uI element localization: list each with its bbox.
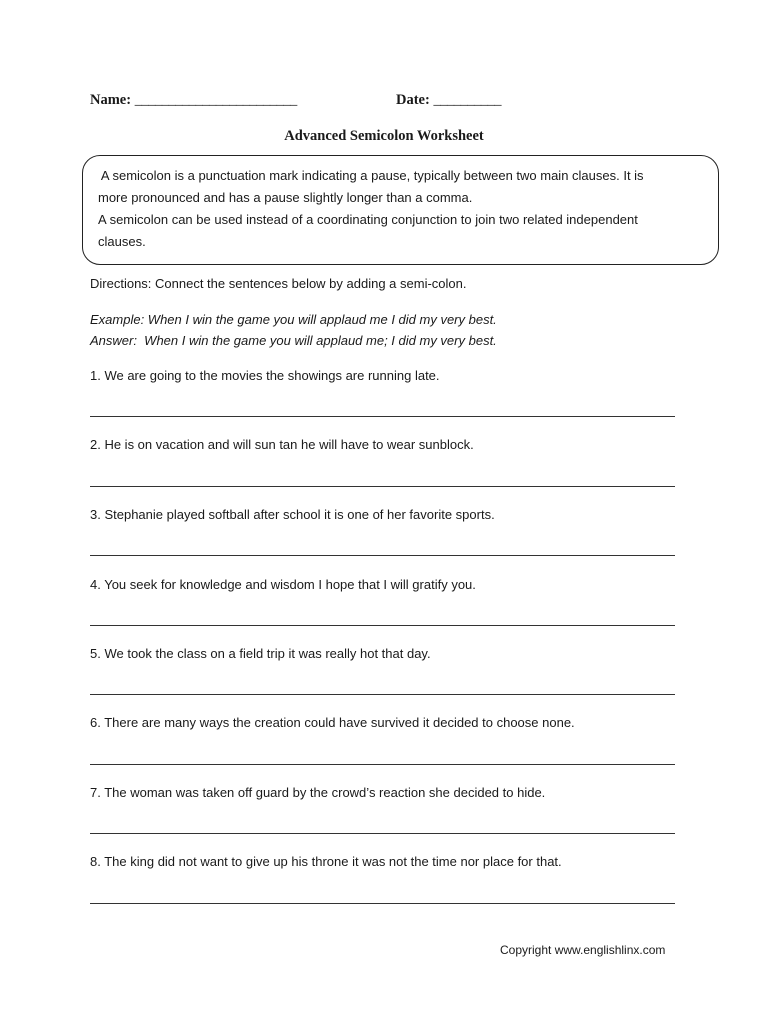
- definition-line-2: more pronounced and has a pause slightly longer than a comma.: [98, 190, 473, 205]
- definition-line-1: A semicolon is a punctuation mark indicating a pause, typically between two main clauses. It is: [98, 168, 644, 183]
- name-label: Name:: [90, 92, 132, 108]
- date-label: Date:: [396, 92, 430, 108]
- question-3: 3. Stephanie played softball after school it is one of her favorite sports.: [90, 507, 495, 522]
- answer-line-6[interactable]: [90, 764, 675, 765]
- name-field[interactable]: [90, 92, 297, 109]
- date-blank-line[interactable]: __________: [433, 92, 501, 108]
- name-blank-line[interactable]: ________________________: [134, 92, 297, 108]
- worksheet-title: Advanced Semicolon Worksheet: [284, 128, 484, 144]
- answer-line-7[interactable]: [90, 833, 675, 834]
- question-4: 4. You seek for knowledge and wisdom I hope that I will gratify you.: [90, 577, 476, 592]
- answer-line-2[interactable]: [90, 486, 675, 487]
- date-field[interactable]: [396, 92, 501, 109]
- answer-line-1[interactable]: [90, 416, 675, 417]
- question-1: 1. We are going to the movies the showings are running late.: [90, 368, 440, 383]
- question-5: 5. We took the class on a field trip it was really hot that day.: [90, 646, 431, 661]
- answer-line-4[interactable]: [90, 625, 675, 626]
- question-2: 2. He is on vacation and will sun tan he will have to wear sunblock.: [90, 437, 474, 452]
- question-7: 7. The woman was taken off guard by the crowd’s reaction she decided to hide.: [90, 785, 546, 800]
- definition-box: [82, 155, 719, 265]
- question-8: 8. The king did not want to give up his throne it was not the time nor place for that.: [90, 854, 562, 869]
- example-sentence: Example: When I win the game you will applaud me I did my very best.: [90, 312, 497, 327]
- definition-line-4: clauses.: [98, 234, 146, 249]
- answer-line-5[interactable]: [90, 694, 675, 695]
- definition-line-3: A semicolon can be used instead of a coordinating conjunction to join two related independent: [98, 212, 638, 227]
- answer-line-8[interactable]: [90, 903, 675, 904]
- example-answer: Answer: When I win the game you will applaud me; I did my very best.: [90, 333, 497, 348]
- answer-line-3[interactable]: [90, 555, 675, 556]
- question-6: 6. There are many ways the creation could have survived it decided to choose none.: [90, 715, 575, 730]
- copyright-notice: Copyright www.englishlinx.com: [500, 943, 666, 957]
- directions: Directions: Connect the sentences below by adding a semi-colon.: [90, 276, 467, 291]
